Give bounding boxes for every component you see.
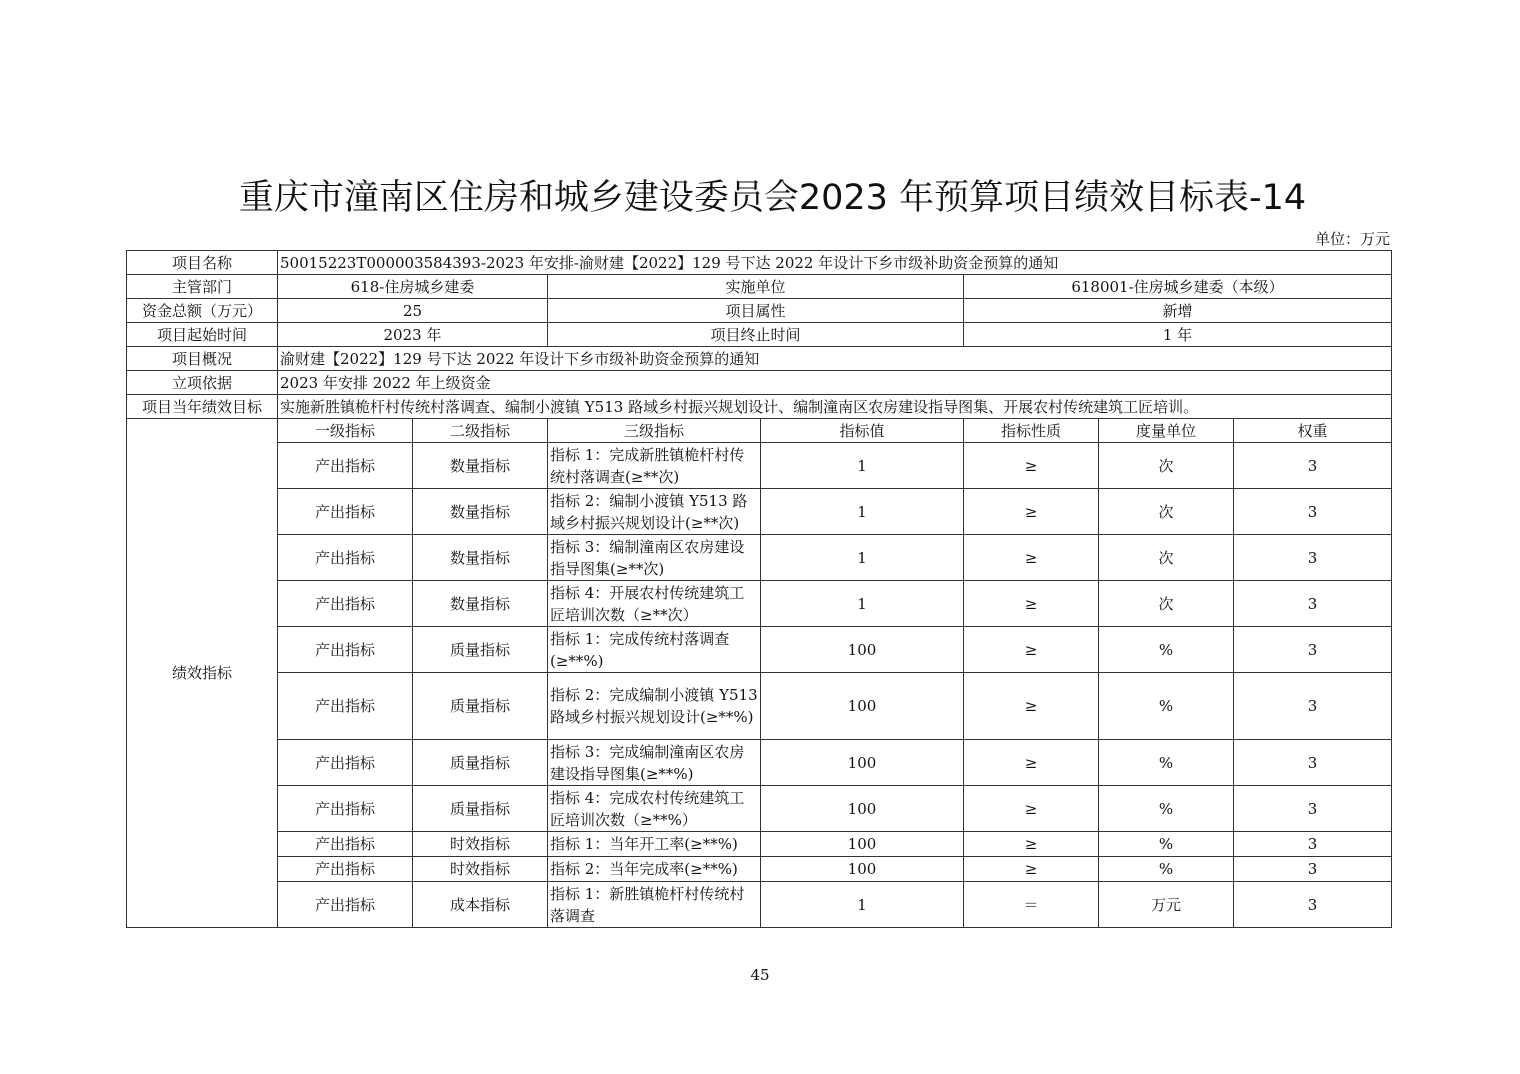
start-value: 2023 年 xyxy=(278,323,548,347)
overview-value: 渝财建【2022】129 号下达 2022 年设计下乡市级补助资金预算的通知 xyxy=(278,347,1392,371)
project-name-value: 50015223T000003584393-2023 年安排-渝财建【2022】129 号下达 2022 年设计下乡市级补助资金预算的通知 xyxy=(278,251,1392,275)
impl-unit-label: 实施单位 xyxy=(548,275,964,299)
dept-label: 主管部门 xyxy=(127,275,278,299)
level3-cell: 指标 1：新胜镇桅杆村传统村落调查 xyxy=(548,882,761,928)
table-row xyxy=(127,489,1392,535)
col-header: 三级指标 xyxy=(548,419,761,443)
unit-cell: % xyxy=(1099,857,1234,882)
nature-cell: ≥ xyxy=(964,857,1099,882)
nature-cell: ≥ xyxy=(964,443,1099,489)
table-row xyxy=(127,443,1392,489)
value-cell: 1 xyxy=(761,882,964,928)
nature-cell: ≥ xyxy=(964,832,1099,857)
level2-cell: 质量指标 xyxy=(413,673,548,740)
value-cell: 100 xyxy=(761,627,964,673)
value-cell: 1 xyxy=(761,535,964,581)
value-cell: 100 xyxy=(761,832,964,857)
nature-cell: ≥ xyxy=(964,786,1099,832)
weight-cell: 3 xyxy=(1234,535,1392,581)
level3-cell: 指标 4：完成农村传统建筑工匠培训次数（≥**%） xyxy=(548,786,761,832)
value-cell: 100 xyxy=(761,786,964,832)
level1-cell: 产出指标 xyxy=(278,857,413,882)
weight-cell: 3 xyxy=(1234,489,1392,535)
goal-label: 项目当年绩效目标 xyxy=(127,395,278,419)
col-header: 一级指标 xyxy=(278,419,413,443)
table-row xyxy=(127,857,1392,882)
table-row xyxy=(127,673,1392,740)
unit-label: 单位：万元 xyxy=(1314,230,1390,248)
level3-cell: 指标 3：编制潼南区农房建设指导图集(≥**次) xyxy=(548,535,761,581)
basis-label: 立项依据 xyxy=(127,371,278,395)
col-header: 指标值 xyxy=(761,419,964,443)
level3-cell: 指标 3：完成编制潼南区农房建设指导图集(≥**%) xyxy=(548,740,761,786)
level1-cell: 产出指标 xyxy=(278,443,413,489)
level1-cell: 产出指标 xyxy=(278,627,413,673)
impl-unit-value: 618001-住房城乡建委（本级） xyxy=(964,275,1392,299)
level2-cell: 数量指标 xyxy=(413,489,548,535)
col-header: 度量单位 xyxy=(1099,419,1234,443)
table-row xyxy=(127,882,1392,928)
level3-cell: 指标 2：编制小渡镇 Y513 路域乡村振兴规划设计(≥**次) xyxy=(548,489,761,535)
weight-cell: 3 xyxy=(1234,786,1392,832)
level1-cell: 产出指标 xyxy=(278,489,413,535)
nature-cell: ≥ xyxy=(964,581,1099,627)
weight-cell: 3 xyxy=(1234,857,1392,882)
unit-cell: 次 xyxy=(1099,581,1234,627)
level2-cell: 成本指标 xyxy=(413,882,548,928)
nature-cell: ≥ xyxy=(964,489,1099,535)
level1-cell: 产出指标 xyxy=(278,740,413,786)
value-cell: 1 xyxy=(761,443,964,489)
table-row xyxy=(127,740,1392,786)
end-label: 项目终止时间 xyxy=(548,323,964,347)
col-header: 权重 xyxy=(1234,419,1392,443)
level3-cell: 指标 1：完成新胜镇桅杆村传统村落调查(≥**次) xyxy=(548,443,761,489)
weight-cell: 3 xyxy=(1234,627,1392,673)
table-row xyxy=(127,786,1392,832)
funds-label: 资金总额（万元） xyxy=(127,299,278,323)
table-row xyxy=(127,535,1392,581)
level2-cell: 时效指标 xyxy=(413,857,548,882)
attr-label: 项目属性 xyxy=(548,299,964,323)
project-name-label: 项目名称 xyxy=(127,251,278,275)
basis-value: 2023 年安排 2022 年上级资金 xyxy=(278,371,1392,395)
level2-cell: 质量指标 xyxy=(413,786,548,832)
level3-cell: 指标 1：完成传统村落调查(≥**%) xyxy=(548,627,761,673)
table-row xyxy=(127,581,1392,627)
level3-cell: 指标 2：完成编制小渡镇 Y513 路域乡村振兴规划设计(≥**%) xyxy=(548,673,761,740)
level2-cell: 数量指标 xyxy=(413,581,548,627)
value-cell: 1 xyxy=(761,581,964,627)
level1-cell: 产出指标 xyxy=(278,882,413,928)
value-cell: 100 xyxy=(761,740,964,786)
performance-table xyxy=(126,250,1392,928)
nature-cell: ≥ xyxy=(964,627,1099,673)
weight-cell: 3 xyxy=(1234,581,1392,627)
table-row xyxy=(127,627,1392,673)
level1-cell: 产出指标 xyxy=(278,581,413,627)
unit-cell: % xyxy=(1099,786,1234,832)
level2-cell: 时效指标 xyxy=(413,832,548,857)
unit-cell: % xyxy=(1099,673,1234,740)
nature-cell: ≥ xyxy=(964,673,1099,740)
table-row xyxy=(127,832,1392,857)
value-cell: 100 xyxy=(761,857,964,882)
perf-label: 绩效指标 xyxy=(127,419,278,928)
page-number: 45 xyxy=(750,966,770,984)
funds-value: 25 xyxy=(278,299,548,323)
level2-cell: 质量指标 xyxy=(413,627,548,673)
unit-cell: 次 xyxy=(1099,489,1234,535)
end-value: 1 年 xyxy=(964,323,1392,347)
col-header: 二级指标 xyxy=(413,419,548,443)
unit-cell: 万元 xyxy=(1099,882,1234,928)
weight-cell: 3 xyxy=(1234,832,1392,857)
nature-cell: ＝ xyxy=(964,882,1099,928)
start-label: 项目起始时间 xyxy=(127,323,278,347)
nature-cell: ≥ xyxy=(964,740,1099,786)
goal-value: 实施新胜镇桅杆村传统村落调查、编制小渡镇 Y513 路域乡村振兴规划设计、编制潼南区农房建设指导图集、开展农村传统建筑工匠培训。 xyxy=(278,395,1392,419)
level3-cell: 指标 4：开展农村传统建筑工匠培训次数（≥**次） xyxy=(548,581,761,627)
page-title: 重庆市潼南区住房和城乡建设委员会2023 年预算项目绩效目标表-14 xyxy=(238,178,1307,218)
value-cell: 1 xyxy=(761,489,964,535)
weight-cell: 3 xyxy=(1234,443,1392,489)
unit-cell: 次 xyxy=(1099,443,1234,489)
weight-cell: 3 xyxy=(1234,882,1392,928)
level3-cell: 指标 1：当年开工率(≥**%) xyxy=(548,832,761,857)
unit-cell: % xyxy=(1099,627,1234,673)
level1-cell: 产出指标 xyxy=(278,786,413,832)
weight-cell: 3 xyxy=(1234,740,1392,786)
col-header: 指标性质 xyxy=(964,419,1099,443)
weight-cell: 3 xyxy=(1234,673,1392,740)
level1-cell: 产出指标 xyxy=(278,673,413,740)
unit-cell: % xyxy=(1099,740,1234,786)
unit-cell: 次 xyxy=(1099,535,1234,581)
level2-cell: 数量指标 xyxy=(413,535,548,581)
level1-cell: 产出指标 xyxy=(278,535,413,581)
overview-label: 项目概况 xyxy=(127,347,278,371)
level3-cell: 指标 2：当年完成率(≥**%) xyxy=(548,857,761,882)
dept-value: 618-住房城乡建委 xyxy=(278,275,548,299)
level1-cell: 产出指标 xyxy=(278,832,413,857)
level2-cell: 质量指标 xyxy=(413,740,548,786)
unit-cell: % xyxy=(1099,832,1234,857)
attr-value: 新增 xyxy=(964,299,1392,323)
nature-cell: ≥ xyxy=(964,535,1099,581)
value-cell: 100 xyxy=(761,673,964,740)
level2-cell: 数量指标 xyxy=(413,443,548,489)
